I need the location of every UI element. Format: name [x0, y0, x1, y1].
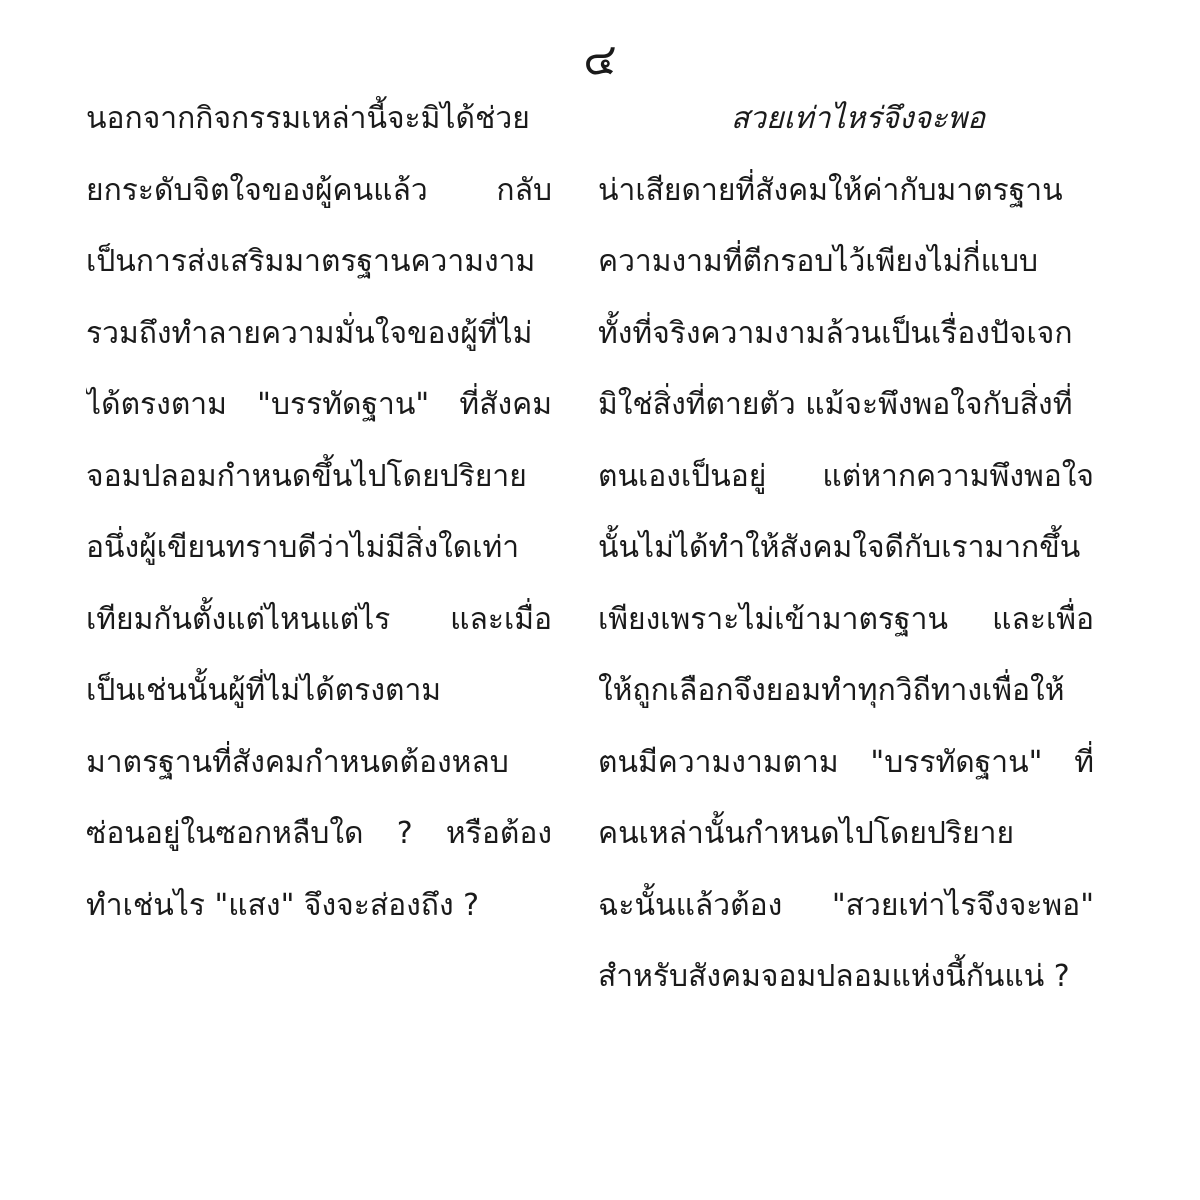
text-line: มิใช่สิ่งที่ตายตัว แม้จะพึงพอใจกับสิ่งที่	[598, 387, 1073, 422]
text-line: ให้ถูกเลือกจึงยอมทำทุกวิถีทางเพื่อให้	[598, 673, 1065, 708]
text-line: รวมถึงทำลายความมั่นใจของผู้ที่ไม่	[86, 315, 533, 351]
text-line: นอกจากกิจกรรมเหล่านี้จะมิได้ช่วย	[86, 101, 530, 136]
text-line: เพียงเพราะไม่เข้ามาตรฐาน และเพื่อ	[598, 601, 1094, 637]
left-column	[86, 90, 552, 948]
text-line: ฉะนั้นแล้วต้อง "สวยเท่าไรจึงจะพอ"	[598, 887, 1094, 923]
text-line: ได้ตรงตาม "บรรทัดฐาน" ที่สังคม	[86, 387, 552, 422]
text-line: จอมปลอมกำหนดขึ้นไปโดยปริยาย	[86, 458, 527, 494]
text-line: ตนเองเป็นอยู่ แต่หากความพึงพอใจ	[598, 458, 1094, 494]
text-line: ซ่อนอยู่ในซอกหลืบใด ? หรือต้อง	[86, 816, 552, 851]
text-line: ทำเช่นไร "แสง" จึงจะส่องถึง ?	[86, 887, 480, 923]
text-line: ความงามที่ตีกรอบไว้เพียงไม่กี่แบบ	[598, 244, 1039, 279]
text-line: คนเหล่านั้นกำหนดไปโดยปริยาย	[598, 816, 1015, 851]
text-line: ตนมีความงามตาม "บรรทัดฐาน" ที่	[598, 744, 1094, 780]
text-line: นั้นไม่ได้ทำให้สังคมใจดีกับเรามากขึ้น	[598, 530, 1081, 565]
text-line: เทียมกันตั้งแต่ไหนแต่ไร และเมื่อ	[86, 601, 552, 637]
text-line: อนึ่งผู้เขียนทราบดีว่าไม่มีสิ่งใดเท่า	[86, 530, 520, 565]
text-line: เป็นเช่นนั้นผู้ที่ไม่ได้ตรงตาม	[86, 673, 442, 708]
section-heading: สวยเท่าไหร่จึงจะพอ	[730, 101, 986, 136]
text-line: มาตรฐานที่สังคมกำหนดต้องหลบ	[86, 744, 509, 780]
page-number: ๔	[583, 34, 617, 85]
text-line: ยกระดับจิตใจของผู้คนแล้ว กลับ	[86, 172, 552, 208]
text-line: ทั้งที่จริงความงามล้วนเป็นเรื่องปัจเจก	[598, 315, 1073, 351]
text-line: น่าเสียดายที่สังคมให้ค่ากับมาตรฐาน	[598, 172, 1063, 208]
right-column	[598, 90, 1094, 1020]
text-line: สำหรับสังคมจอมปลอมแห่งนี้กันแน่ ?	[598, 959, 1070, 994]
text-line: เป็นการส่งเสริมมาตรฐานความงาม	[86, 244, 536, 279]
